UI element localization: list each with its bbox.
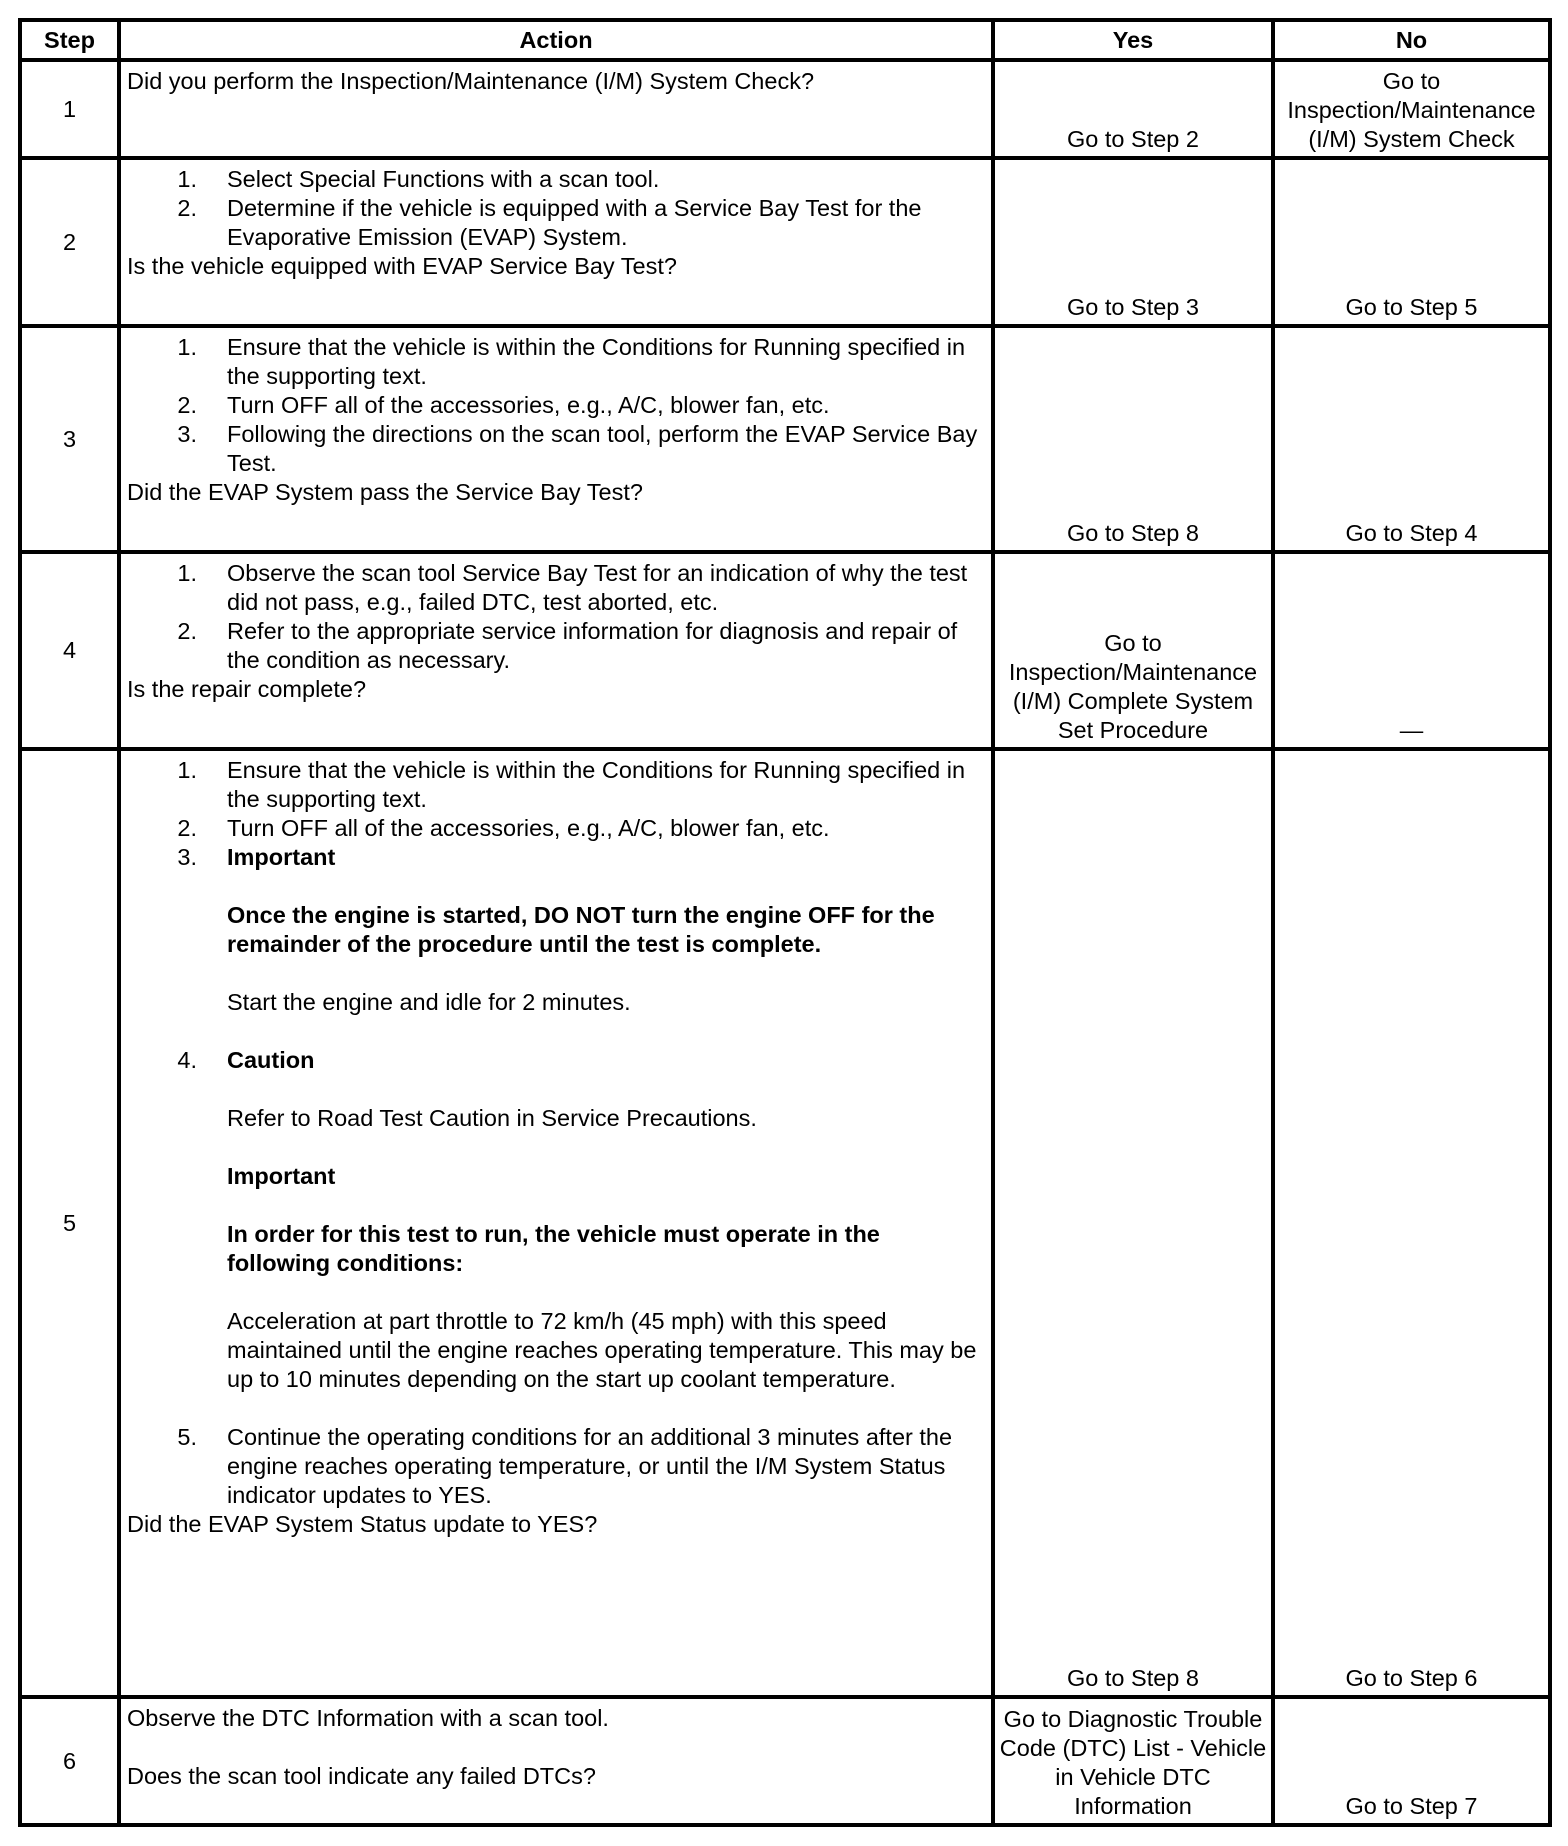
action-step-item: 1. Ensure that the vehicle is within the Conditions for Running specified in the supporting text. (177, 334, 966, 389)
action-step-item: 5. Continue the operating conditions for an additional 3 minutes after the engine reaches operating temperature, or until the I/M System Status indicator updates to YES. (177, 1424, 953, 1508)
action-cell (119, 749, 993, 1697)
important-heading: Important (227, 844, 336, 870)
table-row (20, 749, 1550, 1697)
action-question: Does the scan tool indicate any failed DTCs? (127, 1763, 596, 1789)
table-row (20, 552, 1550, 749)
action-step-item: 3. Following the directions on the scan tool, perform the EVAP Service Bay Test. (177, 421, 978, 476)
no-cell: Go to Step 5 (1273, 158, 1550, 326)
step-number: 5 (20, 749, 119, 1697)
action-steps (127, 165, 985, 252)
important-heading: Important (227, 1163, 336, 1189)
action-cell (119, 158, 993, 326)
action-step-item: 2. Turn OFF all of the accessories, e.g., A/C, blower fan, etc. (177, 815, 830, 841)
step-instruction: Acceleration at part throttle to 72 km/h (45 mph) with this speed maintained until the engine reaches operating temperature. This may be up to 10 minutes depending on the start up coolant temperature. (227, 1308, 977, 1392)
yes-cell: Go to Step 3 (993, 158, 1273, 326)
no-cell: Go to Inspection/Maintenance (I/M) System Check (1273, 60, 1550, 158)
no-cell: Go to Step 6 (1273, 749, 1550, 1697)
step-instruction: Start the engine and idle for 2 minutes. (227, 989, 631, 1015)
action-steps (127, 559, 985, 675)
action-question: Did you perform the Inspection/Maintenance (I/M) System Check? (127, 68, 815, 94)
no-cell: Go to Step 7 (1273, 1697, 1550, 1825)
diagnostic-table (18, 18, 1552, 1827)
header-action: Action (119, 20, 993, 60)
yes-cell: Go to Inspection/Maintenance (I/M) Complete System Set Procedure (993, 552, 1273, 749)
action-question: Did the EVAP System pass the Service Bay Test? (127, 479, 643, 505)
table-row (20, 326, 1550, 552)
action-cell (119, 60, 993, 158)
action-step-item: 4. Caution Refer to Road Test Caution in Service Precautions. Important In order for this test to run, the vehicle must operate in the following conditions: Acceleration at part throttle to 72 km/h (45 mph) with this speed maintained until the engine reaches operating temperature. This may be up to 10 minutes depending on the start up coolant temperature. (127, 1046, 985, 1423)
action-step-item: 1. Observe the scan tool Service Bay Test for an indication of why the test did not pass, e.g., failed DTC, test aborted, etc. (177, 560, 968, 615)
action-cell (119, 552, 993, 749)
action-question: Is the repair complete? (127, 676, 367, 702)
yes-cell: Go to Step 8 (993, 326, 1273, 552)
action-steps (127, 333, 985, 478)
action-step-item: 3. Important Once the engine is started, DO NOT turn the engine OFF for the remainder of the procedure until the test is complete. Start the engine and idle for 2 minutes. (127, 843, 985, 1046)
action-question: Did the EVAP System Status update to YES? (127, 1511, 598, 1537)
table-row (20, 158, 1550, 326)
important-conditions: In order for this test to run, the vehicle must operate in the following conditions: (227, 1221, 880, 1276)
action-step-item: 1. Select Special Functions with a scan tool. (177, 166, 660, 192)
step-number: 2 (20, 158, 119, 326)
header-yes: Yes (993, 20, 1273, 60)
caution-text: Refer to Road Test Caution in Service Precautions. (227, 1105, 757, 1131)
action-step-item: 2. Determine if the vehicle is equipped with a Service Bay Test for the Evaporative Emission (EVAP) System. (177, 195, 922, 250)
no-cell: — (1273, 552, 1550, 749)
header-no: No (1273, 20, 1550, 60)
table-row (20, 1697, 1550, 1825)
step-number: 6 (20, 1697, 119, 1825)
action-step-item: 2. Refer to the appropriate service information for diagnosis and repair of the condition as necessary. (177, 618, 958, 673)
step-number: 1 (20, 60, 119, 158)
yes-cell: Go to Step 8 (993, 749, 1273, 1697)
caution-heading: Caution (227, 1047, 315, 1073)
action-question: Is the vehicle equipped with EVAP Service Bay Test? (127, 253, 677, 279)
header-row (20, 20, 1550, 60)
action-steps (127, 756, 985, 1510)
important-warning: Once the engine is started, DO NOT turn the engine OFF for the remainder of the procedure until the test is complete. (227, 902, 935, 957)
step-number: 4 (20, 552, 119, 749)
action-step-item: 1. Ensure that the vehicle is within the Conditions for Running specified in the supporting text. (177, 757, 966, 812)
action-step-item: 2. Turn OFF all of the accessories, e.g., A/C, blower fan, etc. (177, 392, 830, 418)
no-cell: Go to Step 4 (1273, 326, 1550, 552)
yes-cell: Go to Step 2 (993, 60, 1273, 158)
yes-cell: Go to Diagnostic Trouble Code (DTC) List - Vehicle in Vehicle DTC Information (993, 1697, 1273, 1825)
action-cell (119, 326, 993, 552)
action-text: Observe the DTC Information with a scan tool. (127, 1705, 609, 1731)
step-number: 3 (20, 326, 119, 552)
table-row (20, 60, 1550, 158)
header-step: Step (20, 20, 119, 60)
action-cell (119, 1697, 993, 1825)
